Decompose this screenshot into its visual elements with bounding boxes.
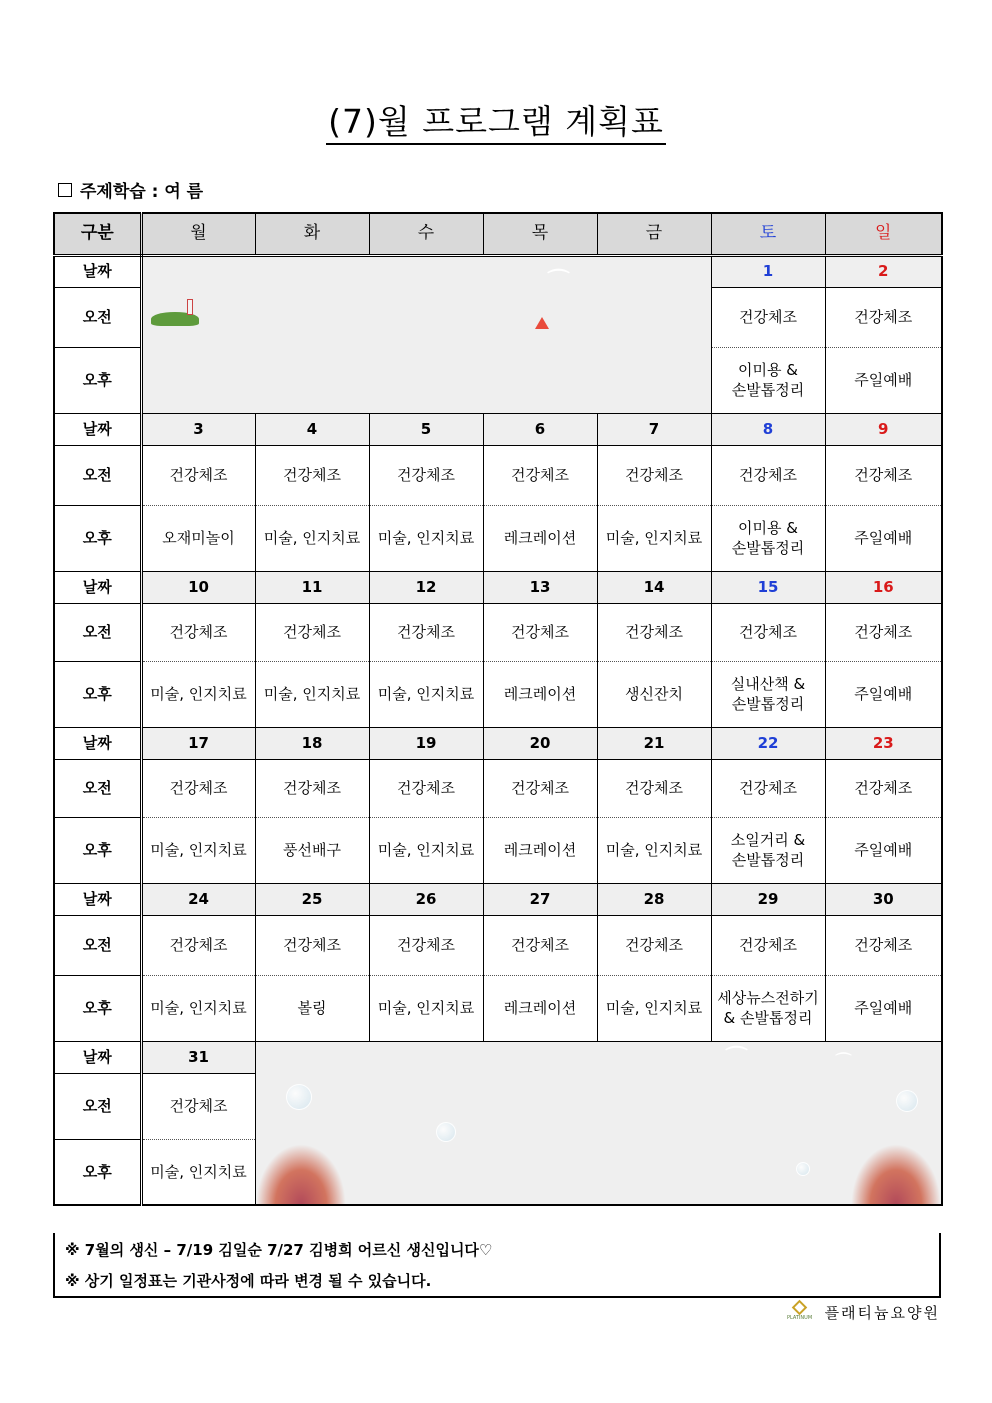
pm-cell: 레크레이션 <box>483 661 597 727</box>
checkbox-icon <box>58 183 72 197</box>
am-row <box>54 759 942 817</box>
row-label-pm: 오후 <box>54 975 141 1041</box>
am-cell: 건강체조 <box>255 603 369 661</box>
header-day-tue: 화 <box>255 213 369 255</box>
seagull-icon: ⌒ <box>725 1045 748 1071</box>
pm-cell: 생신잔치 <box>597 661 711 727</box>
date-cell: 5 <box>369 413 483 445</box>
am-cell: 건강체조 <box>483 915 597 975</box>
header-day-wed: 수 <box>369 213 483 255</box>
date-cell: 15 <box>711 571 825 603</box>
theme-label: 주제학습 : 여 름 <box>80 182 204 202</box>
pm-row <box>54 661 942 727</box>
am-cell: 건강체조 <box>597 915 711 975</box>
date-cell: 18 <box>255 727 369 759</box>
am-cell: 건강체조 <box>369 603 483 661</box>
seagull-icon: ⌒ <box>547 268 570 294</box>
theme-line <box>58 177 203 202</box>
platinum-logo-icon <box>783 1301 817 1323</box>
pm-cell: 볼링 <box>255 975 369 1041</box>
date-row <box>54 255 942 287</box>
am-cell: 건강체조 <box>483 445 597 505</box>
date-cell: 1 <box>711 255 825 287</box>
date-cell: 2 <box>825 255 942 287</box>
date-cell: 21 <box>597 727 711 759</box>
pm-cell: 레크레이션 <box>483 817 597 883</box>
pm-cell: 미술, 인지치료 <box>141 817 255 883</box>
date-cell: 29 <box>711 883 825 915</box>
row-label-date: 날짜 <box>54 1041 141 1073</box>
date-cell: 3 <box>141 413 255 445</box>
pm-cell: 소일거리 & 손발톱정리 <box>711 817 825 883</box>
beach-illustration <box>141 255 711 413</box>
date-cell: 19 <box>369 727 483 759</box>
am-cell: 건강체조 <box>825 445 942 505</box>
pm-cell: 레크레이션 <box>483 505 597 571</box>
date-cell: 8 <box>711 413 825 445</box>
date-cell: 22 <box>711 727 825 759</box>
coral-shape <box>256 1144 346 1204</box>
date-cell: 4 <box>255 413 369 445</box>
header-day-mon: 월 <box>141 213 255 255</box>
pm-cell: 실내산책 & 손발톱정리 <box>711 661 825 727</box>
footer-brand <box>783 1301 940 1323</box>
am-cell: 건강체조 <box>711 287 825 347</box>
bubble-shape <box>896 1090 918 1112</box>
am-cell: 건강체조 <box>141 445 255 505</box>
date-row <box>54 883 942 915</box>
am-cell: 건강체조 <box>825 759 942 817</box>
date-row <box>54 413 942 445</box>
pm-cell: 미술, 인지치료 <box>369 975 483 1041</box>
row-label-am: 오전 <box>54 445 141 505</box>
change-notice: ※ 상기 일정표는 기관사정에 따라 변경 될 수 있습니다. <box>65 1272 432 1290</box>
underwater-illustration <box>255 1041 942 1205</box>
birthday-note: ※ 7월의 생신 – 7/19 김일순 7/27 김병희 어르신 생신입니다♡ <box>65 1240 493 1259</box>
row-label-date: 날짜 <box>54 413 141 445</box>
logo-diamond-shape <box>792 1300 808 1316</box>
date-cell: 6 <box>483 413 597 445</box>
row-label-am: 오전 <box>54 915 141 975</box>
header-day-fri: 금 <box>597 213 711 255</box>
am-cell: 건강체조 <box>141 603 255 661</box>
date-cell: 30 <box>825 883 942 915</box>
schedule-table <box>53 212 943 1206</box>
pm-cell: 이미용 & 손발톱정리 <box>711 347 825 413</box>
am-row <box>54 445 942 505</box>
am-cell: 건강체조 <box>369 915 483 975</box>
pm-cell: 주일예배 <box>825 505 942 571</box>
am-cell: 건강체조 <box>711 759 825 817</box>
header-corner: 구분 <box>54 213 141 255</box>
header-day-thu: 목 <box>483 213 597 255</box>
pm-cell: 오재미놀이 <box>141 505 255 571</box>
bubble-shape <box>796 1162 810 1176</box>
date-cell: 13 <box>483 571 597 603</box>
pm-cell: 주일예배 <box>825 347 942 413</box>
pm-cell: 미술, 인지치료 <box>369 505 483 571</box>
date-cell: 31 <box>141 1041 255 1073</box>
row-label-pm: 오후 <box>54 661 141 727</box>
am-row <box>54 603 942 661</box>
bubble-shape <box>286 1084 312 1110</box>
am-cell: 건강체조 <box>597 445 711 505</box>
am-cell: 건강체조 <box>369 445 483 505</box>
pm-cell: 주일예배 <box>825 975 942 1041</box>
am-cell: 건강체조 <box>825 603 942 661</box>
row-label-am: 오전 <box>54 759 141 817</box>
pm-cell: 미술, 인지치료 <box>597 817 711 883</box>
am-cell: 건강체조 <box>483 603 597 661</box>
coral-shape <box>851 1144 941 1204</box>
date-row <box>54 727 942 759</box>
header-day-sat: 토 <box>711 213 825 255</box>
date-row <box>54 1041 942 1073</box>
date-cell: 7 <box>597 413 711 445</box>
am-cell: 건강체조 <box>483 759 597 817</box>
am-cell: 건강체조 <box>255 915 369 975</box>
date-cell: 16 <box>825 571 942 603</box>
row-label-date: 날짜 <box>54 255 141 287</box>
am-cell: 건강체조 <box>141 1073 255 1139</box>
row-label-am: 오전 <box>54 287 141 347</box>
pm-cell: 세상뉴스전하기 & 손발톱정리 <box>711 975 825 1041</box>
pm-cell: 미술, 인지치료 <box>597 505 711 571</box>
row-label-am: 오전 <box>54 603 141 661</box>
date-cell: 11 <box>255 571 369 603</box>
date-cell: 17 <box>141 727 255 759</box>
am-cell: 건강체조 <box>711 915 825 975</box>
am-cell: 건강체조 <box>255 759 369 817</box>
date-cell: 24 <box>141 883 255 915</box>
row-label-pm: 오후 <box>54 1139 141 1205</box>
row-label-pm: 오후 <box>54 347 141 413</box>
pm-cell: 미술, 인지치료 <box>141 661 255 727</box>
lighthouse-shape <box>187 299 193 315</box>
date-cell: 10 <box>141 571 255 603</box>
date-cell: 20 <box>483 727 597 759</box>
pm-row <box>54 975 942 1041</box>
am-cell: 건강체조 <box>255 445 369 505</box>
date-cell: 9 <box>825 413 942 445</box>
date-row <box>54 571 942 603</box>
date-cell: 28 <box>597 883 711 915</box>
am-row <box>54 915 942 975</box>
am-cell: 건강체조 <box>711 603 825 661</box>
pm-cell: 미술, 인지치료 <box>369 817 483 883</box>
pm-cell: 미술, 인지치료 <box>369 661 483 727</box>
date-cell: 26 <box>369 883 483 915</box>
row-label-am: 오전 <box>54 1073 141 1139</box>
seagull-icon: ⌒ <box>835 1050 852 1070</box>
pm-cell: 미술, 인지치료 <box>141 975 255 1041</box>
am-cell: 건강체조 <box>141 759 255 817</box>
date-cell: 14 <box>597 571 711 603</box>
page-title: (7)월 프로그램 계획표 <box>0 96 992 143</box>
pm-row <box>54 505 942 571</box>
pm-cell: 미술, 인지치료 <box>255 505 369 571</box>
pm-cell: 미술, 인지치료 <box>255 661 369 727</box>
date-cell: 23 <box>825 727 942 759</box>
am-cell: 건강체조 <box>369 759 483 817</box>
date-cell: 25 <box>255 883 369 915</box>
bubble-shape <box>436 1122 456 1142</box>
pm-cell: 풍선배구 <box>255 817 369 883</box>
pm-row <box>54 817 942 883</box>
pm-cell: 주일예배 <box>825 661 942 727</box>
pm-cell: 주일예배 <box>825 817 942 883</box>
org-name: 플래티늄요양원 <box>824 1303 940 1322</box>
header-row <box>54 213 942 255</box>
row-label-pm: 오후 <box>54 817 141 883</box>
row-label-pm: 오후 <box>54 505 141 571</box>
date-cell: 27 <box>483 883 597 915</box>
row-label-date: 날짜 <box>54 727 141 759</box>
row-label-date: 날짜 <box>54 883 141 915</box>
pm-cell: 미술, 인지치료 <box>597 975 711 1041</box>
am-cell: 건강체조 <box>825 287 942 347</box>
am-cell: 건강체조 <box>711 445 825 505</box>
am-cell: 건강체조 <box>825 915 942 975</box>
pm-cell: 이미용 & 손발톱정리 <box>711 505 825 571</box>
pm-cell: 미술, 인지치료 <box>141 1139 255 1205</box>
am-cell: 건강체조 <box>597 603 711 661</box>
header-day-sun: 일 <box>825 213 942 255</box>
sailboat-icon <box>535 317 549 329</box>
am-cell: 건강체조 <box>141 915 255 975</box>
notes-box <box>53 1233 941 1298</box>
am-cell: 건강체조 <box>597 759 711 817</box>
pm-cell: 레크레이션 <box>483 975 597 1041</box>
row-label-date: 날짜 <box>54 571 141 603</box>
logo-text: PLATINUM <box>786 1315 813 1321</box>
date-cell: 12 <box>369 571 483 603</box>
